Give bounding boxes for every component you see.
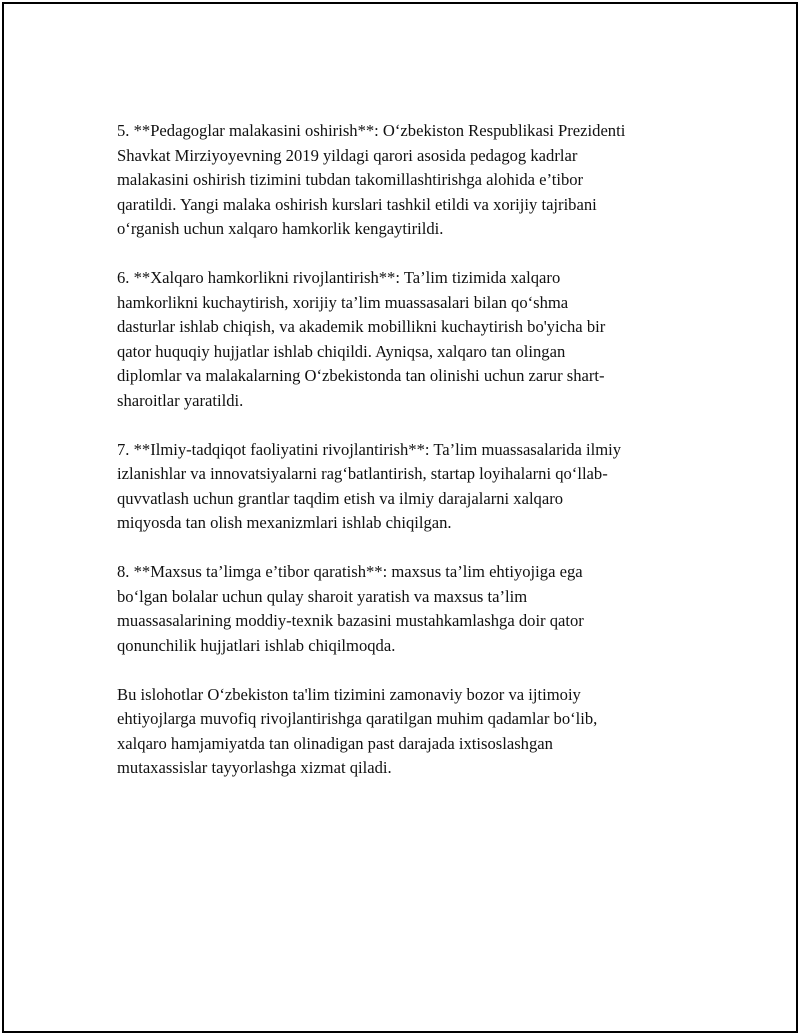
text-line: o‘rganish uchun xalqaro hamkorlik kengaytirildi. <box>117 219 444 238</box>
text-line: dasturlar ishlab chiqish, va akademik mobillikni kuchaytirish bo'yicha bir <box>117 317 606 336</box>
text-line: hamkorlikni kuchaytirish, xorijiy ta’lim muassasalari bilan qo‘shma <box>117 292 569 312</box>
text-line: 5. **Pedagoglar malakasini oshirish**: O‘zbekiston Respublikasi Prezidenti <box>117 121 626 140</box>
text-line: Bu islohotlar O‘zbekiston ta'lim tizimini zamonaviy bozor va ijtimoiy <box>117 684 581 704</box>
text-line: quvvatlash uchun grantlar taqdim etish va ilmiy darajalarni xalqaro <box>117 488 564 508</box>
text-line: xalqaro hamjamiyatda tan olinadigan past darajada ixtisoslashgan <box>117 733 553 753</box>
text-line: qaratildi. Yangi malaka oshirish kurslari tashkil etildi va xorijiy tajribani <box>117 194 597 214</box>
text-line: Shavkat Mirziyoyevning 2019 yildagi qarori asosida pedagog kadrlar <box>117 145 578 165</box>
paragraph-6-international-cooperation <box>117 266 677 413</box>
text-line: muassasalarining moddiy-texnik bazasini mustahkamlashga doir qator <box>117 611 584 630</box>
paragraph-conclusion <box>117 683 677 781</box>
text-line: 8. **Maxsus ta’limga e’tibor qaratish**: maxsus ta’lim ehtiyojiga ega <box>117 562 583 581</box>
text-line: diplomlar va malakalarning O‘zbekistonda tan olinishi uchun zarur shart- <box>117 366 605 385</box>
text-line: qator huquqiy hujjatlar ishlab chiqildi. Ayniqsa, xalqaro tan olingan <box>117 341 566 361</box>
text-line: sharoitlar yaratildi. <box>117 390 244 410</box>
document-body <box>117 119 677 805</box>
text-line: 6. **Xalqaro hamkorlikni rivojlantirish**: Ta’lim tizimida xalqaro <box>117 268 561 287</box>
text-line: miqyosda tan olish mexanizmlari ishlab chiqilgan. <box>117 513 452 532</box>
text-line: ehtiyojlarga muvofiq rivojlantirishga qaratilgan muhim qadamlar bo‘lib, <box>117 709 598 728</box>
text-line: mutaxassislar tayyorlashga xizmat qiladi. <box>117 758 392 777</box>
text-line: bo‘lgan bolalar uchun qulay sharoit yaratish va maxsus ta’lim <box>117 586 528 606</box>
text-line: qonunchilik hujjatlari ishlab chiqilmoqda. <box>117 635 396 655</box>
paragraph-7-research-activity <box>117 438 677 536</box>
paragraph-5-teacher-training <box>117 119 677 242</box>
paragraph-8-special-education <box>117 560 677 658</box>
text-line: malakasini oshirish tizimini tubdan takomillashtirishga alohida e’tibor <box>117 170 584 189</box>
text-line: izlanishlar va innovatsiyalarni rag‘batlantirish, startap loyihalarni qo‘llab- <box>117 464 608 483</box>
text-line: 7. **Ilmiy-tadqiqot faoliyatini rivojlantirish**: Ta’lim muassasalarida ilmiy <box>117 439 622 459</box>
